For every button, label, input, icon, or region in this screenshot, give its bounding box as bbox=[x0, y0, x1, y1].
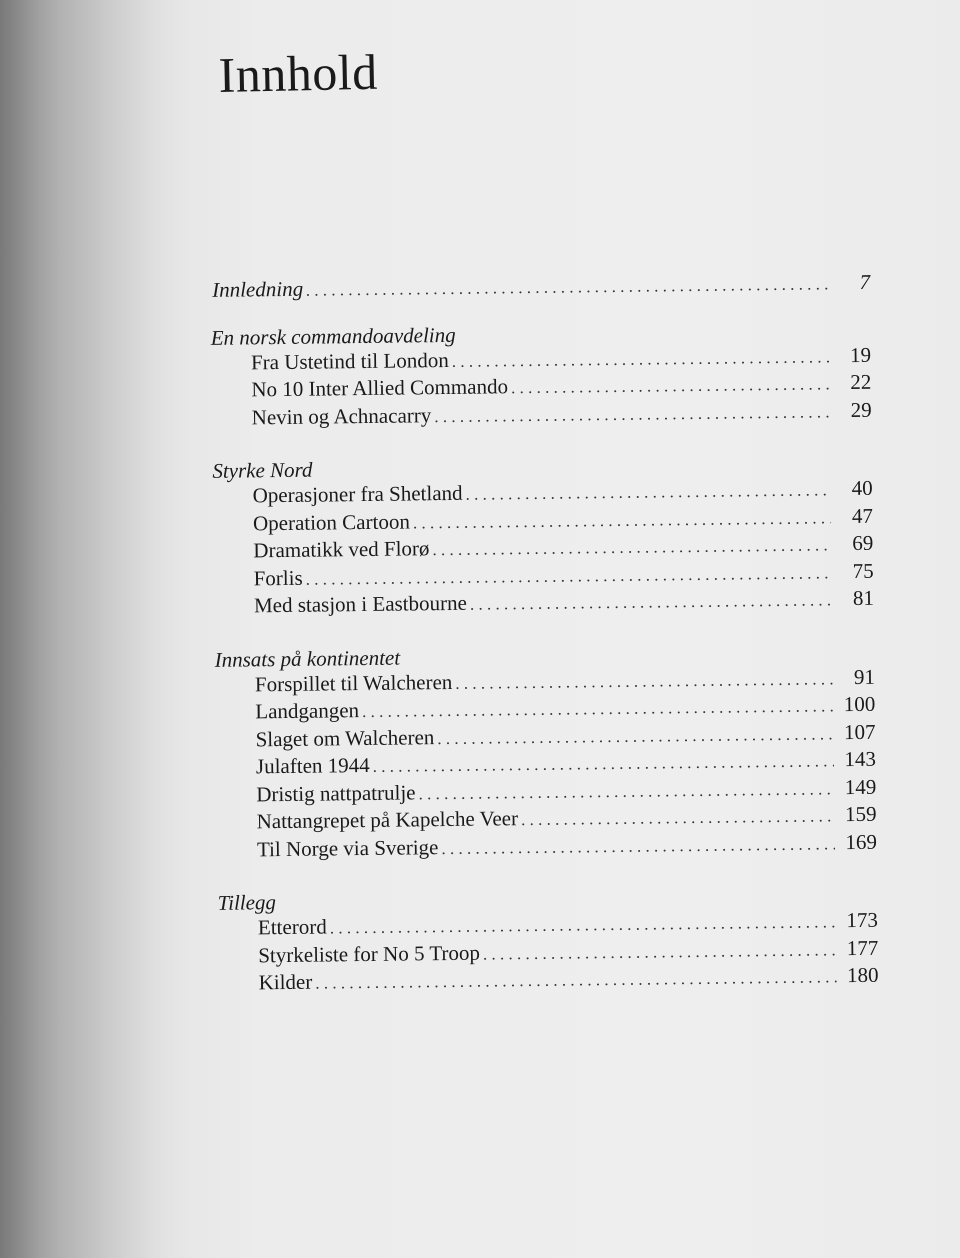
toc-section bbox=[202, 451, 874, 622]
dot-leader bbox=[306, 563, 832, 589]
dot-leader bbox=[511, 374, 830, 398]
toc-entry-page: 29 bbox=[850, 397, 872, 422]
toc-entry-page: 19 bbox=[849, 342, 872, 367]
toc-entry-page: 47 bbox=[851, 503, 874, 528]
toc-entry-page: 100 bbox=[843, 691, 876, 717]
page-title: Innhold bbox=[218, 43, 379, 103]
toc-entry-label: Forlis bbox=[253, 565, 303, 590]
dot-leader bbox=[434, 402, 830, 427]
toc-entry-label: Styrkeliste for No 5 Troop bbox=[258, 940, 481, 967]
dot-leader bbox=[465, 480, 830, 504]
toc-section bbox=[207, 883, 878, 999]
dot-leader bbox=[483, 940, 837, 964]
dot-leader bbox=[432, 535, 831, 560]
dot-leader bbox=[455, 669, 833, 694]
toc-entry-page: 169 bbox=[845, 829, 878, 854]
dot-leader bbox=[521, 806, 835, 830]
toc-entry-page: 81 bbox=[852, 585, 875, 611]
chapter-list bbox=[201, 342, 872, 433]
toc-section bbox=[201, 317, 872, 433]
dot-leader bbox=[373, 751, 834, 777]
toc-entry-label: Dramatikk ved Florø bbox=[253, 536, 430, 563]
toc-entry-label: Operasjoner fra Shetland bbox=[252, 480, 463, 508]
toc-entry-label: Forspillet til Walcheren bbox=[254, 669, 453, 696]
toc-entry-label: Til Norge via Sverige bbox=[256, 834, 439, 861]
section-heading: Innsats på kontinentet bbox=[214, 645, 401, 672]
toc-entry-label: Med stasjon i Eastbourne bbox=[253, 590, 468, 618]
toc-section bbox=[205, 639, 878, 865]
toc-entry-page: 75 bbox=[852, 558, 874, 583]
toc-entry-page: 69 bbox=[852, 530, 874, 556]
dot-leader bbox=[437, 724, 834, 749]
toc-entry-page: 107 bbox=[843, 719, 876, 744]
toc-entry-page: 7 bbox=[859, 269, 871, 294]
toc-entry-label: Operation Cartoon bbox=[252, 508, 411, 535]
dot-leader bbox=[330, 912, 836, 938]
dot-leader bbox=[413, 508, 831, 533]
toc-entry-label: Julaften 1944 bbox=[255, 752, 370, 779]
toc-entry-label: Nattangrepet på Kapelche Veer bbox=[256, 806, 519, 834]
toc-entry-intro bbox=[200, 270, 870, 306]
table-of-contents bbox=[200, 270, 879, 1025]
dot-leader bbox=[362, 696, 833, 722]
dot-leader bbox=[306, 274, 828, 300]
dot-leader bbox=[452, 347, 829, 372]
toc-entry-label: Nevin og Achnacarry bbox=[251, 402, 432, 429]
toc-entry-label: Kilder bbox=[258, 969, 313, 995]
toc-entry-page: 91 bbox=[853, 664, 876, 689]
toc-entry-page: 180 bbox=[846, 962, 879, 988]
toc-entry-label: No 10 Inter Allied Commando bbox=[251, 374, 509, 402]
chapter-list bbox=[203, 476, 875, 622]
toc-entry-page: 40 bbox=[851, 475, 873, 501]
dot-leader bbox=[441, 834, 835, 859]
section-heading: En norsk commandoavdeling bbox=[210, 322, 456, 350]
toc-entry-page: 149 bbox=[844, 774, 877, 799]
toc-entry-page: 177 bbox=[846, 935, 879, 960]
toc-entry-page: 159 bbox=[844, 801, 877, 827]
section-heading: Tillegg bbox=[217, 890, 277, 915]
toc-entry-label: Innledning bbox=[211, 276, 304, 302]
chapter-list bbox=[208, 908, 879, 999]
gutter-shadow bbox=[0, 0, 190, 1258]
chapter-list bbox=[205, 664, 877, 865]
dot-leader bbox=[418, 779, 834, 804]
toc-entry-label: Fra Ustetind til London bbox=[250, 347, 449, 374]
toc-entry-label: Dristig nattpatrulje bbox=[256, 779, 416, 806]
dot-leader bbox=[470, 590, 832, 614]
section-heading: Styrke Nord bbox=[212, 457, 313, 483]
toc-entry-page: 173 bbox=[846, 907, 879, 933]
toc-entry-page: 143 bbox=[844, 746, 877, 772]
toc-entry-label: Slaget om Walcheren bbox=[255, 724, 435, 751]
toc-entry-page: 22 bbox=[850, 369, 872, 395]
toc-entry-label: Etterord bbox=[257, 914, 327, 940]
toc-sections bbox=[201, 317, 879, 998]
dot-leader bbox=[315, 967, 837, 993]
toc-entry-label: Landgangen bbox=[255, 698, 360, 724]
